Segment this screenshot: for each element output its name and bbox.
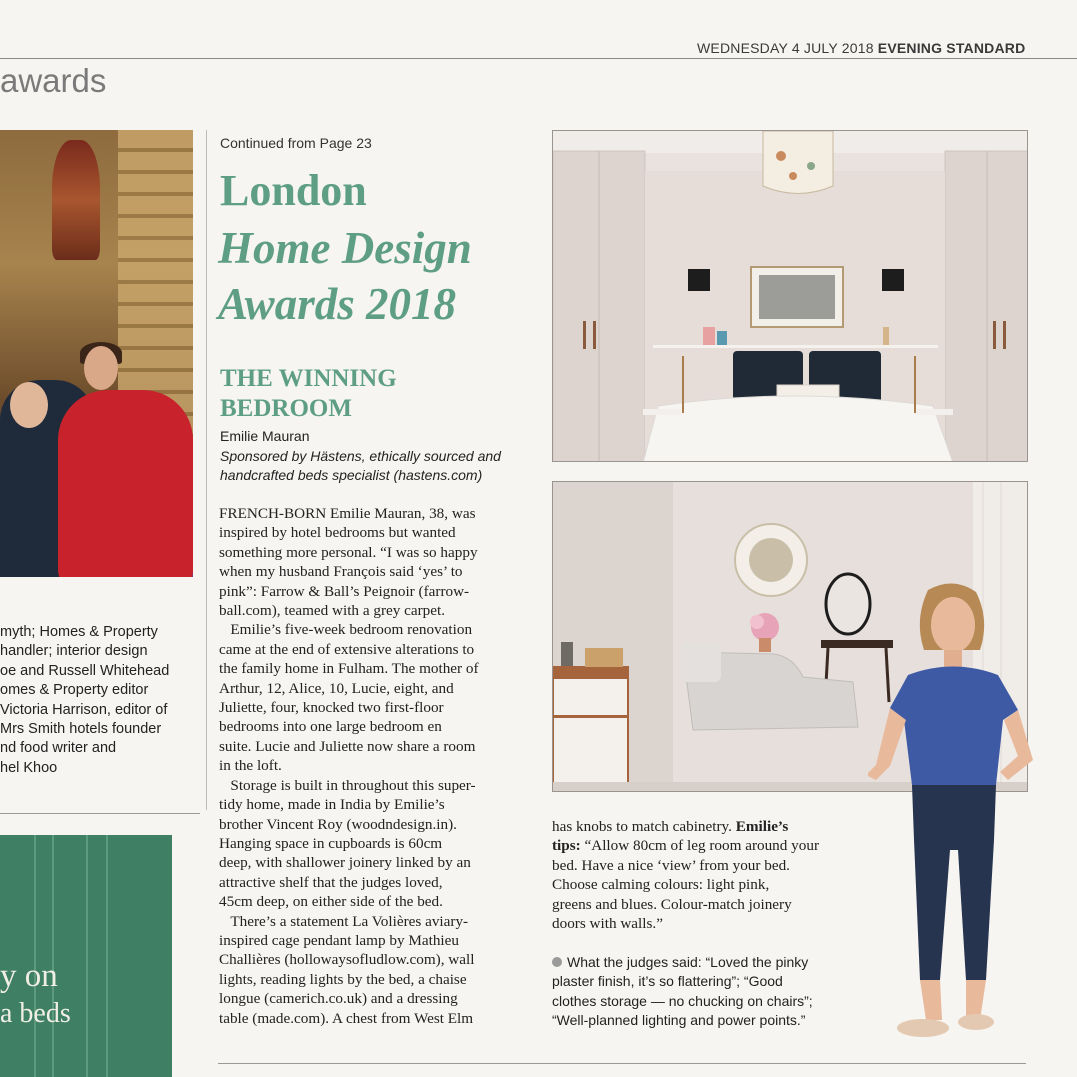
- tips-line: Choose calming colours: light pink,: [552, 876, 770, 894]
- body-line: lights, reading lights by the bed, a chaise: [219, 970, 467, 988]
- tips-text: [552, 817, 882, 933]
- body-line: the family home in Fulham. The mother of: [219, 660, 479, 678]
- sponsor-line: Sponsored by Hästens, ethically sourced and: [220, 448, 501, 464]
- judges-text: What the judges said: “Loved the pinky: [567, 954, 809, 970]
- body-line: tidy home, made in India by Emilie’s: [219, 796, 445, 814]
- body-line: pink”: Farrow & Ball’s Peignoir (farrow-: [219, 582, 470, 600]
- tips-lead: has knobs to match cabinetry.: [552, 818, 736, 835]
- judges-caption: [0, 623, 200, 778]
- tips-line: doors with walls.”: [552, 915, 663, 933]
- byline: Emilie Mauran: [220, 428, 310, 444]
- tips-label: tips:: [552, 837, 581, 855]
- bullet-icon: [552, 957, 562, 967]
- body-line: Hanging space in cupboards is 60cm: [219, 834, 443, 852]
- sponsor-note: [220, 447, 540, 486]
- body-line: Storage is built in throughout this super-: [219, 776, 476, 794]
- judges-quote: [552, 953, 882, 1031]
- body-line: FRENCH-BORN Emilie Mauran, 38, was: [219, 505, 476, 522]
- bedroom-illustration: [553, 131, 1028, 462]
- body-line: in the loft.: [219, 757, 282, 775]
- caption-line: nd food writer and: [0, 740, 117, 757]
- woman-red-dress: [58, 390, 193, 577]
- body-line: Arthur, 12, Alice, 10, Lucie, eight, and: [219, 679, 454, 697]
- caption-line: hel Khoo: [0, 759, 58, 776]
- caption-line: oe and Russell Whitehead: [0, 662, 170, 679]
- sponsor-line: handcrafted beds specialist (hastens.com): [220, 467, 483, 484]
- column-divider: [206, 130, 207, 810]
- judges-line: plaster finish, it’s so flattering”; “Good: [552, 973, 783, 990]
- ad-line: a beds: [0, 998, 71, 1029]
- tips-line: bed. Have a nice ‘view’ from your bed.: [552, 856, 790, 874]
- headline-line: London: [220, 166, 367, 215]
- ad-stripe: [34, 835, 36, 1077]
- subheading-line: BEDROOM: [220, 395, 352, 422]
- caption-line: handler; interior design: [0, 643, 148, 660]
- vase: [52, 140, 100, 260]
- body-line: ball.com), teamed with a grey carpet.: [219, 602, 446, 620]
- judges-line: “Well-planned lighting and power points.”: [552, 1012, 806, 1029]
- left-rule: [0, 813, 200, 814]
- body-line: came at the end of extensive alterations to: [219, 640, 475, 658]
- body-line: Challières (hollowaysofludlow.com), wall: [219, 951, 475, 969]
- tips-line: greens and blues. Colour-match joinery: [552, 895, 792, 913]
- judges-photo: [0, 130, 193, 577]
- body-line: 45cm deep, on either side of the bed.: [219, 893, 443, 911]
- body-line: attractive shelf that the judges loved,: [219, 873, 443, 891]
- body-line: There’s a statement La Volières aviary-: [219, 912, 469, 930]
- body-line: when my husband François said ‘yes’ to: [219, 563, 463, 581]
- body-line: bedrooms into one large bedroom en: [219, 718, 442, 736]
- judges-line: clothes storage — no chucking on chairs”;: [552, 992, 813, 1009]
- subheading-line: THE WINNING: [220, 365, 397, 392]
- ad-line: y on: [0, 958, 58, 994]
- emilie-portrait: [868, 580, 1038, 1060]
- body-line: inspired by hotel bedrooms but wanted: [219, 524, 456, 542]
- woman-head: [10, 382, 48, 428]
- judges-line: [552, 953, 882, 972]
- tips-line: [552, 817, 882, 836]
- section-label: awards: [0, 62, 107, 99]
- ad-stripe: [106, 835, 108, 1077]
- advert: [0, 835, 172, 1077]
- article-body: [219, 504, 539, 1028]
- caption-line: Mrs Smith hotels founder: [0, 721, 162, 738]
- masthead-paper: EVENING STANDARD: [877, 40, 1026, 56]
- caption-line: omes & Property editor: [0, 682, 149, 699]
- body-line: deep, with shallower joinery linked by an: [219, 854, 471, 872]
- tips-text-part: “Allow 80cm of leg room around your: [580, 837, 820, 855]
- body-line: Juliette, four, knocked two first-floor: [219, 699, 444, 717]
- headline-line: Awards 2018: [218, 279, 456, 329]
- body-line: something more personal. “I was so happy: [219, 543, 478, 561]
- body-line: suite. Lucie and Juliette now share a room: [219, 737, 476, 755]
- ad-stripe: [52, 835, 54, 1077]
- caption-line: myth; Homes & Property: [0, 624, 158, 640]
- tips-label: Emilie’s: [735, 818, 789, 835]
- body-line: inspired cage pendant lamp by Mathieu: [219, 931, 459, 949]
- caption-line: Victoria Harrison, editor of: [0, 701, 168, 718]
- body-line: table (made.com). A chest from West Elm: [219, 1009, 474, 1027]
- tips-line: [552, 836, 882, 855]
- masthead-date: WEDNESDAY 4 JULY 2018: [697, 40, 874, 56]
- body-line: brother Vincent Roy (woodndesign.in).: [219, 815, 457, 833]
- continued-note: Continued from Page 23: [220, 135, 372, 151]
- ad-stripe: [86, 835, 88, 1077]
- top-rule: [0, 58, 1077, 59]
- woman-head: [84, 346, 118, 390]
- bottom-rule: [218, 1063, 1026, 1064]
- bedroom-photo: [552, 130, 1028, 462]
- body-line: longue (camerich.co.uk) and a dressing: [219, 990, 458, 1008]
- body-line: Emilie’s five-week bedroom renovation: [219, 621, 473, 639]
- masthead: [697, 40, 1025, 56]
- headline-line: Home Design: [218, 223, 472, 273]
- subheading: [220, 364, 540, 424]
